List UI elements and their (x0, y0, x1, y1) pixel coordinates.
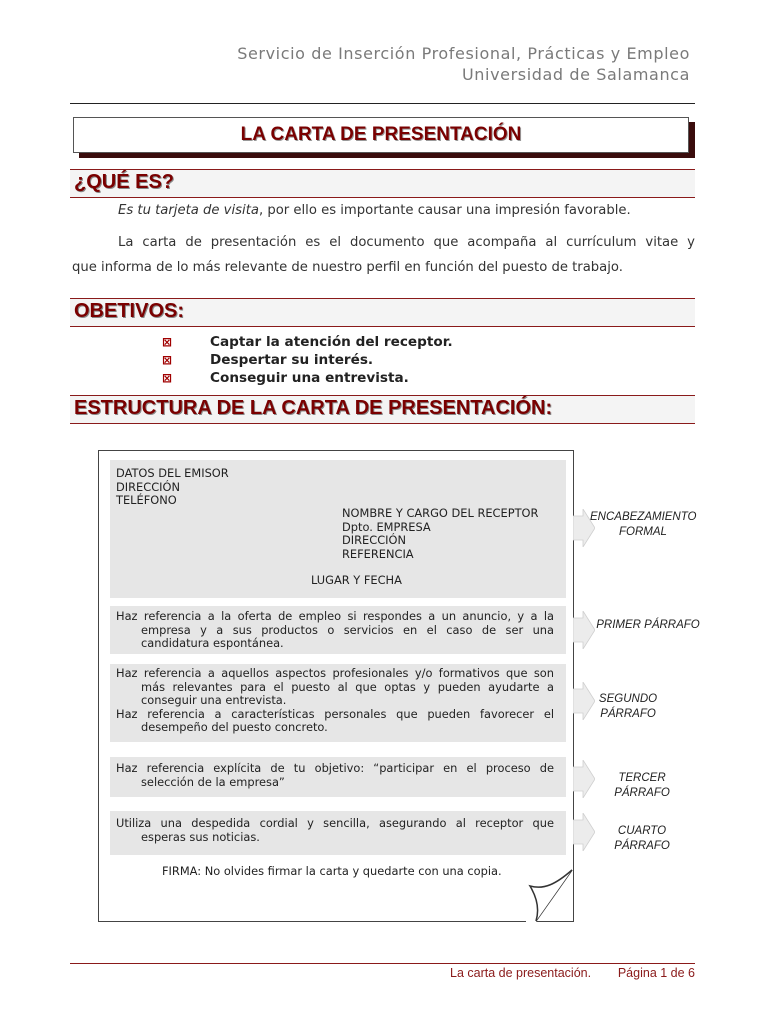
que-es-paragraph-2-line-1: La carta de presentación es el documento que acompaña al currículum vitae y (118, 235, 695, 250)
paragraph-line: conseguir una entrevista. (141, 693, 287, 707)
footer-rule (70, 963, 695, 964)
header-university-name: Universidad de Salamanca (461, 65, 690, 84)
objective-text: Despertar su interés. (210, 352, 374, 368)
header-rule (70, 103, 695, 104)
paragraph-line: más relevantes para el puesto al que optas y pueden ayudarte a (141, 679, 554, 694)
letter-paragraph-4 (116, 817, 554, 844)
paragraph-line: esperas sus noticias. (141, 829, 260, 844)
place-and-date: LUGAR Y FECHA (311, 573, 402, 587)
paragraph-line: Haz referencia a aquellos aspectos profesionales y/o formativos que son (116, 666, 554, 680)
checkbox-x-icon: ⊠ (162, 335, 173, 349)
paragraph-line: Haz referencia explícita de tu objetivo: “participar en el proceso de (116, 761, 554, 775)
que-es-paragraph-1 (118, 198, 631, 224)
section-heading-text: ESTRUCTURA DE LA CARTA DE PRESENTACIÓN: (74, 397, 553, 419)
section-heading-objetivos (70, 298, 695, 327)
objective-item (162, 334, 453, 350)
header-service-name: Servicio de Inserción Profesional, Prácticas y Empleo (237, 44, 690, 63)
label-tercer-parrafo: TERCER PÁRRAFO (614, 772, 670, 799)
objective-text: Captar la atención del receptor. (210, 334, 453, 350)
arrow-right-icon (573, 611, 595, 649)
section-heading-estructura (70, 395, 695, 424)
label-cuarto-parrafo: CUARTO PÁRRAFO (614, 825, 670, 852)
sender-data (116, 467, 229, 508)
document-title-box (73, 117, 689, 153)
signature-note: FIRMA: No olvides firmar la carta y quedarte con una copia. (162, 864, 502, 878)
recipient-line: REFERENCIA (342, 546, 414, 561)
label-line: PÁRRAFO (600, 708, 656, 720)
label-line: SEGUNDO (598, 693, 658, 705)
recipient-line: DIRECCIÓN (342, 533, 406, 547)
section-heading-que-es (70, 169, 695, 198)
letter-paragraph-1 (116, 610, 554, 651)
recipient-data (342, 507, 538, 561)
objective-item (162, 352, 373, 368)
que-es-paragraph-2-line-2: que informa de lo más relevante de nuestro perfil en función del puesto de trabajo. (72, 260, 623, 275)
sender-line: TELÉFONO (116, 493, 177, 507)
checkbox-x-icon: ⊠ (162, 353, 173, 367)
label-line: ENCABEZAMIENTO (590, 511, 697, 523)
paragraph-line: desempeño del puesto concreto. (141, 720, 328, 734)
checkbox-x-icon: ⊠ (162, 371, 173, 385)
footer-document-name: La carta de presentación. (450, 966, 592, 980)
que-es-emphasis: Es tu tarjeta de visita (118, 203, 259, 218)
paragraph-line: Haz referencia a la oferta de empleo si respondes a un anuncio, y a la (116, 609, 554, 623)
label-line: FORMAL (619, 526, 667, 538)
paragraph-line: empresa y a sus productos o servicios en el caso de ser una (141, 622, 554, 637)
label-primer-parrafo: PRIMER PÁRRAFO (596, 619, 700, 631)
sender-line: DIRECCIÓN (116, 479, 180, 494)
paragraph-line: selección de la empresa” (141, 774, 285, 789)
paragraph-line: Utiliza una despedida cordial y sencilla, asegurando al receptor que (116, 816, 554, 830)
label-segundo-parrafo (586, 692, 670, 722)
que-es-text: , por ello es importante causar una impresión favorable. (258, 203, 631, 218)
objective-text: Conseguir una entrevista. (210, 370, 409, 386)
document-title: LA CARTA DE PRESENTACIÓN (240, 124, 522, 145)
label-encabezamiento-formal (590, 510, 696, 540)
page-curl-icon (526, 868, 576, 923)
letter-paragraph-2 (116, 667, 554, 735)
objective-item (162, 370, 409, 386)
sender-line: DATOS DEL EMISOR (116, 466, 229, 480)
paragraph-line: candidatura espontánea. (141, 636, 284, 650)
paragraph-line: Haz referencia a características personales que pueden favorecer el (116, 706, 554, 721)
section-heading-text: ¿QUÉ ES? (74, 171, 175, 193)
recipient-line: NOMBRE Y CARGO DEL RECEPTOR (342, 506, 539, 520)
letter-paragraph-3 (116, 762, 554, 789)
recipient-line: Dpto. EMPRESA (342, 519, 431, 534)
section-heading-text: OBETIVOS: (74, 300, 185, 322)
footer-page-number: Página 1 de 6 (617, 966, 695, 980)
